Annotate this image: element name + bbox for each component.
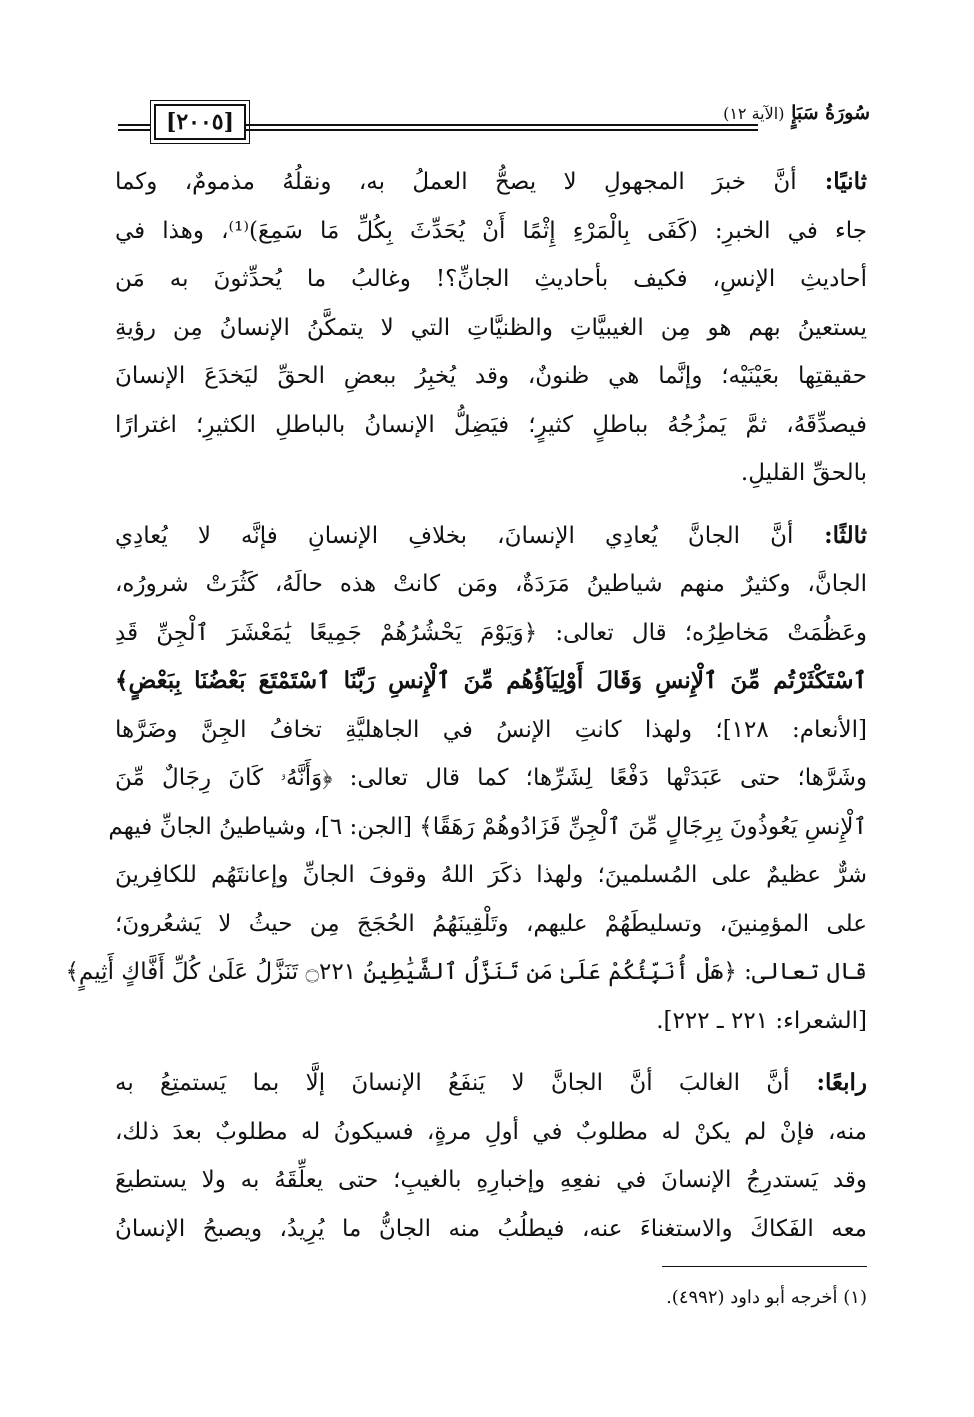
text-line: أنَّ الجانَّ يُعادِي الإنسانَ، بخلافِ الإنسانِ فإنَّه لا يُعادِي [115, 522, 794, 549]
text-line: منه، فإنْ لم يكنْ له مطلوبٌ في أولِ مرةٍ، فسيكونُ له مطلوبٌ بعدَ ذلك، [115, 1118, 867, 1145]
paragraph-lead: رابعًا: [789, 1069, 867, 1096]
text-line: أحاديثِ الإنسِ، فكيف بأحاديثِ الجانِّ؟! وغالبُ ما يُحدِّثونَ به مَن [115, 266, 867, 292]
text-line: فيصدِّقَهُ، ثمَّ يَمزُجُهُ بباطلٍ كثيرٍ؛ فيَضِلُّ الإنسانُ بالباطلِ الكثيرِ؛ اغترارًا [115, 411, 867, 438]
text-line: ٱلْإِنسِ يَعُوذُونَ بِرِجَالٍ مِّنَ ٱلْجِنِّ فَزَادُوهُمْ رَهَقًا﴾ [الجن: ٦]، وشياطينُ الجانِّ فيهم [108, 813, 867, 840]
verse-reference: (الآية ١٢) [723, 104, 785, 123]
text-line: [الأنعام: ١٢٨]؛ ولهذا كانتِ الإنسُ في الجاهليَّةِ تخافُ الجِنَّ وضَرَّها [115, 716, 867, 743]
text-line: وشَرَّها؛ حتى عَبَدَتْها دَفْعًا لِشَرِّها؛ كما قال تعالى: ﴿وَأَنَّهُۥ كَانَ رِجَالٌ مِّنَ [115, 765, 867, 791]
paragraph-second [115, 158, 867, 498]
text-line: شرٌّ عظيمٌ على المُسلمينَ؛ ولهذا ذكَرَ اللهُ وقوفَ الجانِّ وإعانتَهُم للكافِرينَ [115, 862, 867, 888]
quran-line: ٱسْتَكْثَرْتُم مِّنَ ٱلْإِنسِ وَقَالَ أَوْلِيَآؤُهُم مِّنَ ٱلْإِنسِ رَبَّنَا ٱسْتَمْتَعَ بَعْضُنَا بِبَعْضٍ﴾ [115, 667, 867, 694]
text-line: أنَّ خبرَ المجهولِ لا يصحُّ العملُ به، ونقلُهُ مذمومٌ، وكما [115, 169, 797, 195]
text-line: الجانَّ، وكثيرٌ منهم شياطينُ مَرَدَةٌ، ومَن كانتْ هذه حالَهُ، كَثُرَتْ شرورُه، [115, 571, 867, 597]
text-line: على المؤمِنينَ، وتسليطَهُمْ عليهم، وتَلْقِينَهُمُ الحُجَجَ مِن حيثُ لا يَشعُرونَ؛ [115, 910, 867, 937]
text-line: أنَّ الغالبَ أنَّ الجانَّ لا يَنفَعُ الإنسانَ إلَّا بما يَستمتِعُ به [115, 1070, 790, 1096]
footnote: (١) أخرجه أبو داود (٤٩٩٢). [666, 1287, 867, 1308]
text-line: [الشعراء: ٢٢١ ـ ٢٢٢]. [656, 1007, 867, 1034]
header-rule-right [246, 124, 758, 131]
text-line: وعَظُمَتْ مَخاطِرُه؛ قال تعالى: ﴿وَيَوْمَ يَحْشُرُهُمْ جَمِيعًا يَٰمَعْشَرَ ٱلْجِنِّ قَدِ [115, 619, 867, 646]
paragraph-fourth [115, 1059, 867, 1253]
paragraph-third [65, 512, 867, 1046]
running-title [640, 102, 870, 124]
header-rule-left [118, 124, 150, 131]
page-number: [٢٠٠٥] [154, 104, 246, 140]
surah-title: سُورَةُ سَبَإٍ [791, 102, 870, 124]
text-line: وقد يَستدرِجُ الإنسانَ في نفعِهِ وإخبارِهِ بالغيبِ؛ حتى يعلِّقَهُ به ولا يستطيعَ [115, 1167, 867, 1193]
text-line: يستعينُ بهم هو مِن الغيبيَّاتِ والظنيَّاتِ التي لا يتمكَّنُ الإنسانُ مِن رؤيةِ [115, 314, 867, 341]
paragraph-lead: ثالثًا: [793, 521, 867, 549]
body-text [65, 158, 867, 1267]
text-line: بالحقِّ القليلِ. [740, 460, 867, 486]
text-line: معه الفَكاكَ والاستغناءَ عنه، فيطلُبُ منه الجانُّ ما يُرِيدُ، ويصبحُ الإنسانُ [115, 1215, 867, 1242]
footnote-separator [662, 1266, 867, 1267]
text-line: جاء في الخبرِ: (كَفَى بِالْمَرْءِ إِثْمًا أَنْ يُحَدِّثَ بِكُلِّ مَا سَمِعَ)⁽¹⁾، وهذا في [115, 217, 867, 244]
text-line: حقيقتِها بعَيْنَيْه؛ وإنَّما هي ظنونٌ، وقد يُخبِرُ ببعضِ الحقِّ ليَخدَعَ الإنسانَ [115, 363, 867, 389]
text-line: قال تعالى: ﴿هَلْ أُنَبِّئُكُمْ عَلَىٰ مَن تَنَزَّلُ ٱلشَّيَٰطِينُ ۝٢٢١ تَنَزَّلُ عَلَىٰ كُلِّ أَفَّاكٍ أَثِيمٍ﴾ [65, 959, 867, 985]
page-header [118, 102, 870, 142]
paragraph-lead: ثانيًا: [796, 168, 867, 195]
